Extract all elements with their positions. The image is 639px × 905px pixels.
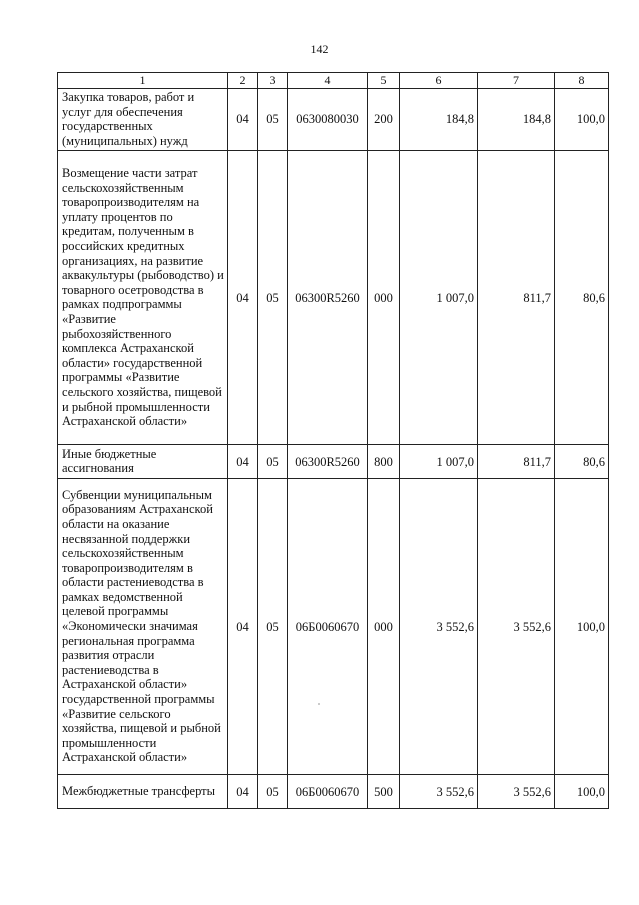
column-header-7: 7	[478, 73, 555, 89]
row-percent: 100,0	[555, 479, 609, 775]
row-target-article: 06Б0060670	[288, 775, 368, 809]
column-header-4: 4	[288, 73, 368, 89]
row-name: Возмещение части затрат сельскохозяйственным товаропроизводителям на уплату процентов по кредитам, полученным в российских кредитных организациях, на развитие аквакультуры (рыбоводство) и товарного осетроводства в рамках подпрограммы «Развитие рыбохозяйственного комплекса Астраханской области» государственной программы «Развитие сельского хозяйства, пищевой и рыбной промышленности Астраханской области»	[58, 151, 228, 445]
row-percent: 80,6	[555, 151, 609, 445]
row-actual-amount: 811,7	[478, 151, 555, 445]
row-planned-amount: 1 007,0	[400, 151, 478, 445]
row-expense-type: 000	[368, 479, 400, 775]
row-expense-type: 800	[368, 445, 400, 479]
row-target-article: 06300R5260	[288, 445, 368, 479]
row-planned-amount: 3 552,6	[400, 479, 478, 775]
table-row	[58, 445, 609, 479]
row-name: Закупка товаров, работ и услуг для обеспечения государственных (муниципальных) нужд	[58, 89, 228, 151]
table-row	[58, 89, 609, 151]
row-subsection: 05	[258, 151, 288, 445]
row-section: 04	[228, 775, 258, 809]
table-row	[58, 775, 609, 809]
table-row	[58, 479, 609, 775]
row-percent: 100,0	[555, 89, 609, 151]
row-subsection: 05	[258, 445, 288, 479]
row-section: 04	[228, 445, 258, 479]
column-header-8: 8	[555, 73, 609, 89]
column-header-3: 3	[258, 73, 288, 89]
page-number: 142	[310, 42, 329, 56]
row-target-article: 0630080030	[288, 89, 368, 151]
row-section: 04	[228, 151, 258, 445]
row-percent: 80,6	[555, 445, 609, 479]
row-planned-amount: 184,8	[400, 89, 478, 151]
row-expense-type: 200	[368, 89, 400, 151]
scan-speck	[318, 703, 320, 705]
row-planned-amount: 1 007,0	[400, 445, 478, 479]
row-expense-type: 500	[368, 775, 400, 809]
column-header-6: 6	[400, 73, 478, 89]
row-target-article: 06Б0060670	[288, 479, 368, 775]
column-header-5: 5	[368, 73, 400, 89]
row-name: Иные бюджетные ассигнования	[58, 445, 228, 479]
table-row	[58, 151, 609, 445]
row-name: Межбюджетные трансферты	[58, 775, 228, 809]
column-header-1: 1	[58, 73, 228, 89]
row-subsection: 05	[258, 775, 288, 809]
budget-table	[57, 72, 609, 809]
row-subsection: 05	[258, 479, 288, 775]
row-section: 04	[228, 89, 258, 151]
row-expense-type: 000	[368, 151, 400, 445]
row-section: 04	[228, 479, 258, 775]
column-header-2: 2	[228, 73, 258, 89]
row-actual-amount: 3 552,6	[478, 775, 555, 809]
row-name: Субвенции муниципальным образованиям Астраханской области на оказание несвязанной поддержки сельскохозяйственным товаропроизводителям в области растениеводства в рамках ведомственной целевой программы «Экономически значимая региональная программа развития отрасли растениеводства в Астраханской области» государственной программы «Развитие сельского хозяйства, пищевой и рыбной промышленности Астраханской области»	[58, 479, 228, 775]
row-subsection: 05	[258, 89, 288, 151]
table-header-row	[58, 73, 609, 89]
row-planned-amount: 3 552,6	[400, 775, 478, 809]
row-actual-amount: 184,8	[478, 89, 555, 151]
row-percent: 100,0	[555, 775, 609, 809]
row-target-article: 06300R5260	[288, 151, 368, 445]
row-actual-amount: 811,7	[478, 445, 555, 479]
row-actual-amount: 3 552,6	[478, 479, 555, 775]
